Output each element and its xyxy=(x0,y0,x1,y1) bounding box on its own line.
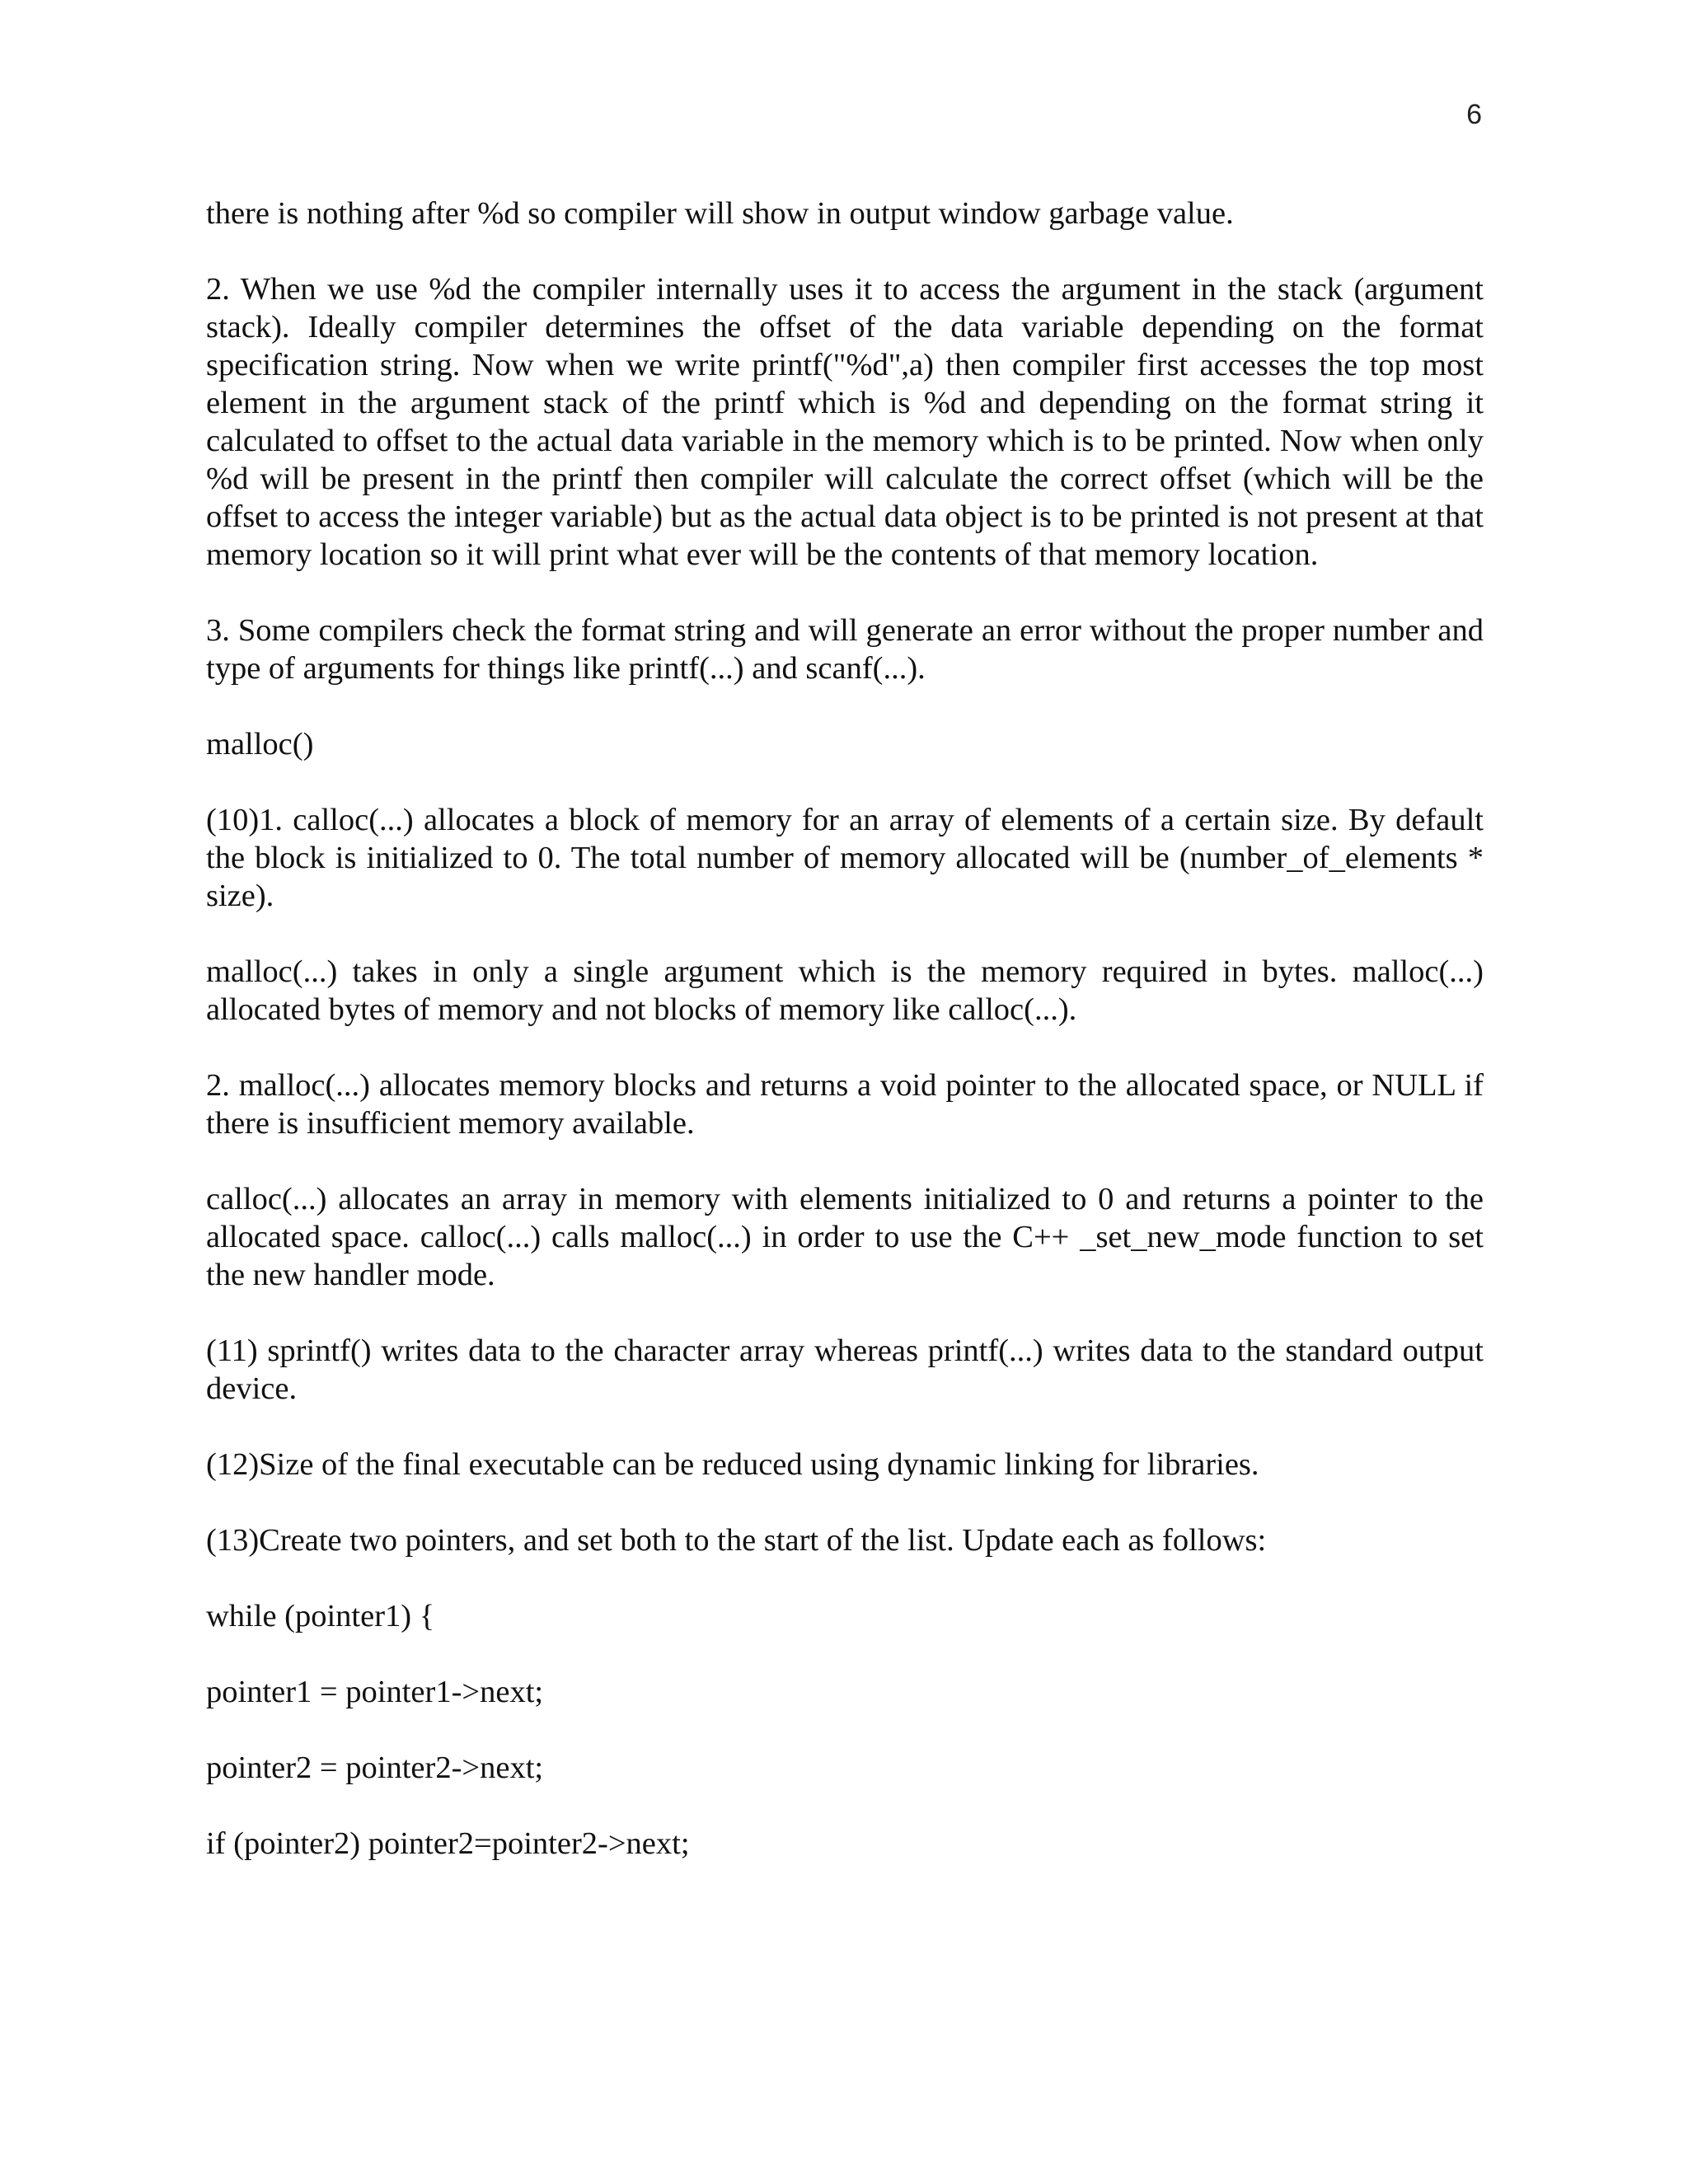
paragraph: pointer1 = pointer1->next; xyxy=(206,1675,544,1709)
paragraph: 2. malloc(...) allocates memory blocks and returns a void pointer to the allocated space, or NULL if there is insufficient memory available. xyxy=(206,1068,1484,1141)
paragraph: (13)Create two pointers, and set both to the start of the list. Update each as follows: xyxy=(206,1523,1267,1558)
paragraph: while (pointer1) { xyxy=(206,1599,435,1633)
paragraph: if (pointer2) pointer2=pointer2->next; xyxy=(206,1826,690,1861)
paragraph: 2. When we use %d the compiler internally uses it to access the argument in the stack (argument stack). Ideally compiler determines the offset of the data variable depending on the format specification string. Now when we write printf("%d",a) then compiler first accesses the top most element in the argument stack of the printf which is %d and depending on the format string it calculated to offset to the actual data variable in the memory which is to be printed. Now when only %d will be present in the printf then compiler will calculate the correct offset (which will be the offset to access the integer variable) but as the actual data object is to be printed is not present at that memory location so it will print what ever will be the contents of that memory location. xyxy=(206,272,1484,572)
paragraph: 3. Some compilers check the format string and will generate an error without the proper number and type of arguments for things like printf(...) and scanf(...). xyxy=(206,613,1484,686)
page-number: 6 xyxy=(1466,99,1482,130)
paragraph: there is nothing after %d so compiler will show in output window garbage value. xyxy=(206,196,1234,231)
paragraph: malloc(...) takes in only a single argument which is the memory required in bytes. malloc(...) allocated bytes of memory and not blocks of memory like calloc(...). xyxy=(206,954,1484,1027)
paragraph: calloc(...) allocates an array in memory with elements initialized to 0 and returns a pointer to the allocated space. calloc(...) calls malloc(...) in order to use the C++ _set_new_mode function to set the new handler mode. xyxy=(206,1182,1484,1292)
paragraph: pointer2 = pointer2->next; xyxy=(206,1750,544,1785)
page-body xyxy=(206,194,1484,1900)
paragraph: (12)Size of the final executable can be reduced using dynamic linking for libraries. xyxy=(206,1447,1259,1482)
paragraph: (10)1. calloc(...) allocates a block of memory for an array of elements of a certain size. By default the block is initialized to 0. The total number of memory allocated will be (number_of_elements * size). xyxy=(206,803,1484,913)
paragraph: (11) sprintf() writes data to the character array whereas printf(...) writes data to the standard output device. xyxy=(206,1333,1484,1406)
paragraph: malloc() xyxy=(206,727,314,762)
